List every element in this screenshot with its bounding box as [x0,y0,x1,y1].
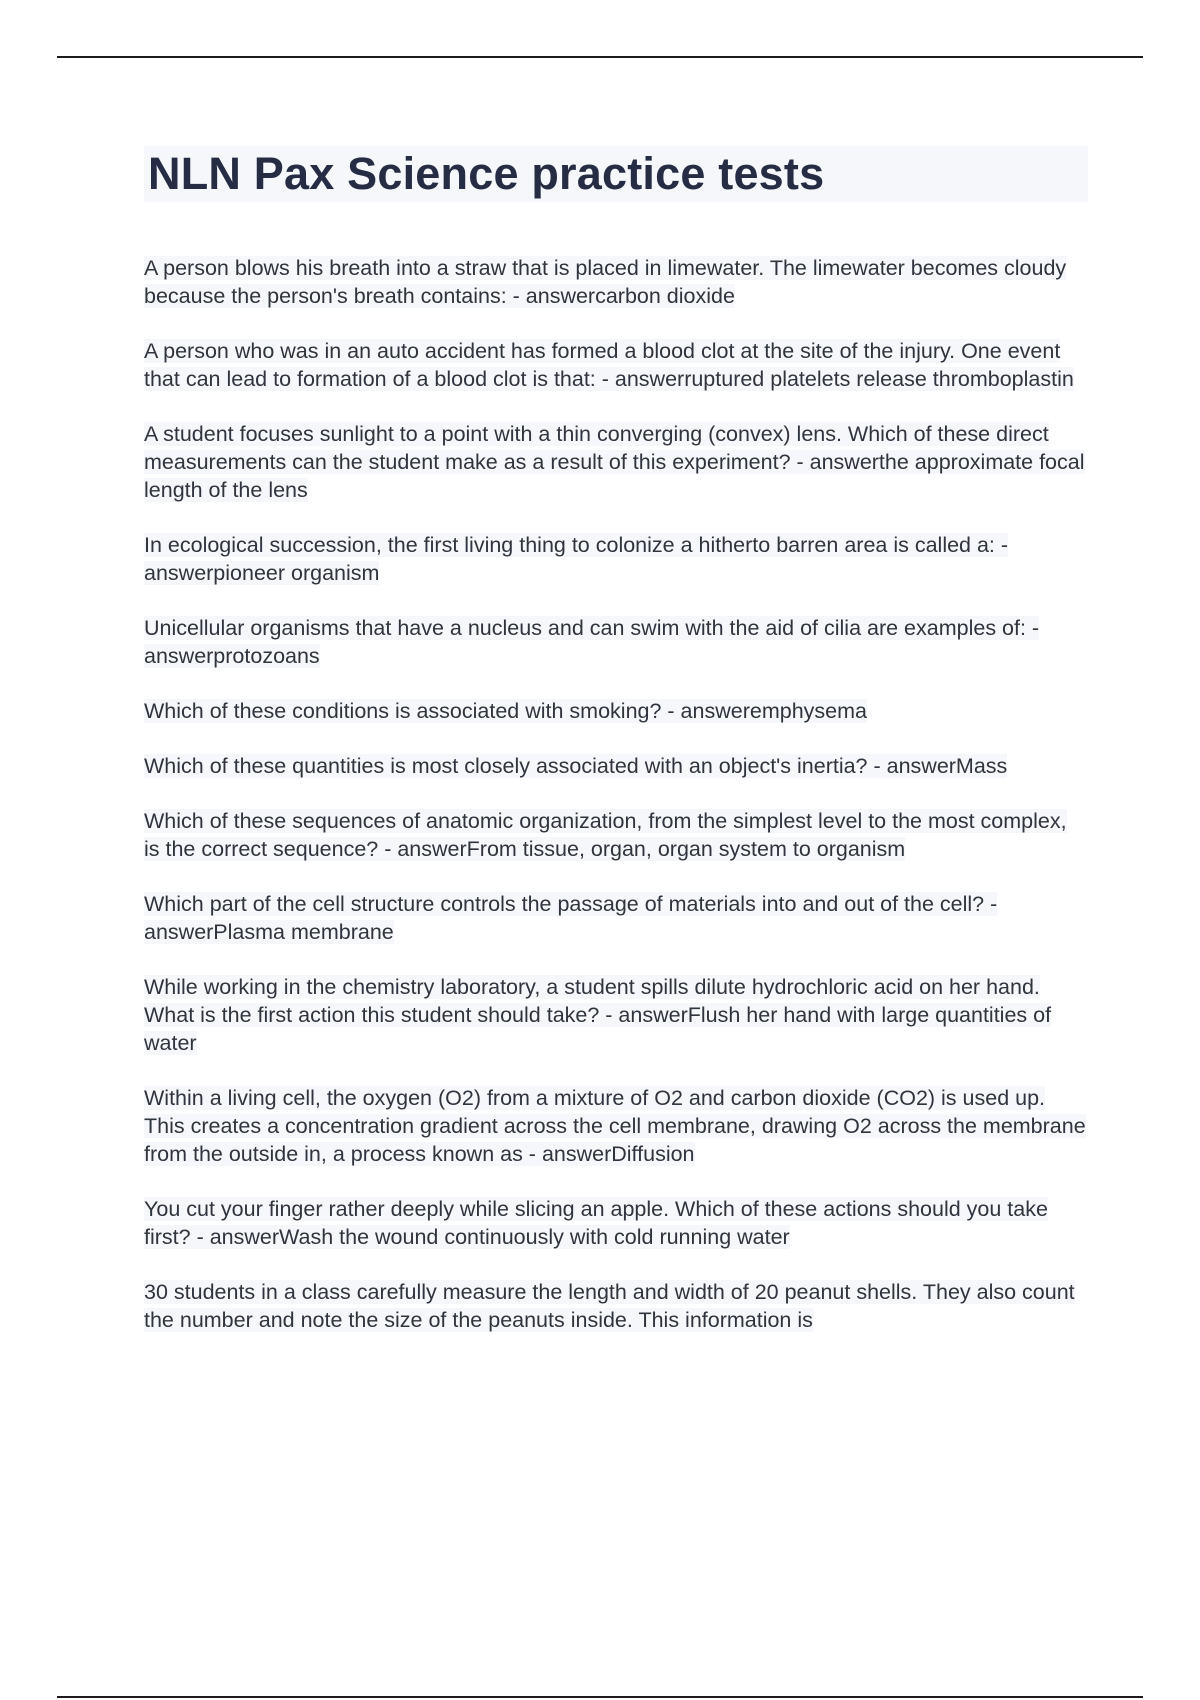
question-text: You cut your finger rather deeply while slicing an apple. Which of these actions should you take first? - answerWash the wound continuously with cold running water [144,1197,1048,1249]
question-text: A student focuses sunlight to a point with a thin converging (convex) lens. Which of these direct measurements can the student make as a result of this experiment? - answerthe approximate focal length of the lens [144,422,1085,502]
question-text: Which part of the cell structure controls the passage of materials into and out of the cell? - answerPlasma membrane [144,892,998,944]
question-item [144,890,1088,946]
question-text: 30 students in a class carefully measure the length and width of 20 peanut shells. They also count the number and note the size of the peanuts inside. This information is [144,1280,1075,1332]
question-item [144,752,1088,780]
question-item [144,254,1088,310]
question-text: In ecological succession, the first living thing to colonize a hitherto barren area is called a: - answerpioneer organism [144,533,1009,585]
question-text: Which of these conditions is associated with smoking? - answeremphysema [144,699,867,723]
question-text: Which of these quantities is most closely associated with an object's inertia? - answerMass [144,754,1008,778]
question-item [144,420,1088,504]
question-item [144,614,1088,670]
question-item [144,1084,1088,1168]
document-body [144,146,1088,1361]
top-rule [57,56,1143,58]
question-text: Within a living cell, the oxygen (O2) from a mixture of O2 and carbon dioxide (CO2) is used up. This creates a concentration gradient across the cell membrane, drawing O2 across the membrane from the outside in, a process known as - answerDiffusion [144,1086,1086,1166]
question-item [144,1195,1088,1251]
question-text: A person who was in an auto accident has formed a blood clot at the site of the injury. One event that can lead to formation of a blood clot is that: - answerruptured platelets release thromboplastin [144,339,1074,391]
question-text: Unicellular organisms that have a nucleus and can swim with the aid of cilia are examples of: - answerprotozoans [144,616,1040,668]
page-title: NLN Pax Science practice tests [144,146,1088,202]
question-item [144,531,1088,587]
question-item [144,807,1088,863]
question-text: While working in the chemistry laboratory, a student spills dilute hydrochloric acid on her hand. What is the first action this student should take? - answerFlush her hand with large quantities of water [144,975,1052,1055]
question-list [144,254,1088,1334]
question-item [144,337,1088,393]
question-text: Which of these sequences of anatomic organization, from the simplest level to the most complex, is the correct sequence? - answerFrom tissue, organ, organ system to organism [144,809,1067,861]
question-item [144,973,1088,1057]
question-item [144,1278,1088,1334]
bottom-rule [57,1696,1143,1698]
question-text: A person blows his breath into a straw that is placed in limewater. The limewater becomes cloudy because the person's breath contains: - answercarbon dioxide [144,256,1067,308]
question-item [144,697,1088,725]
